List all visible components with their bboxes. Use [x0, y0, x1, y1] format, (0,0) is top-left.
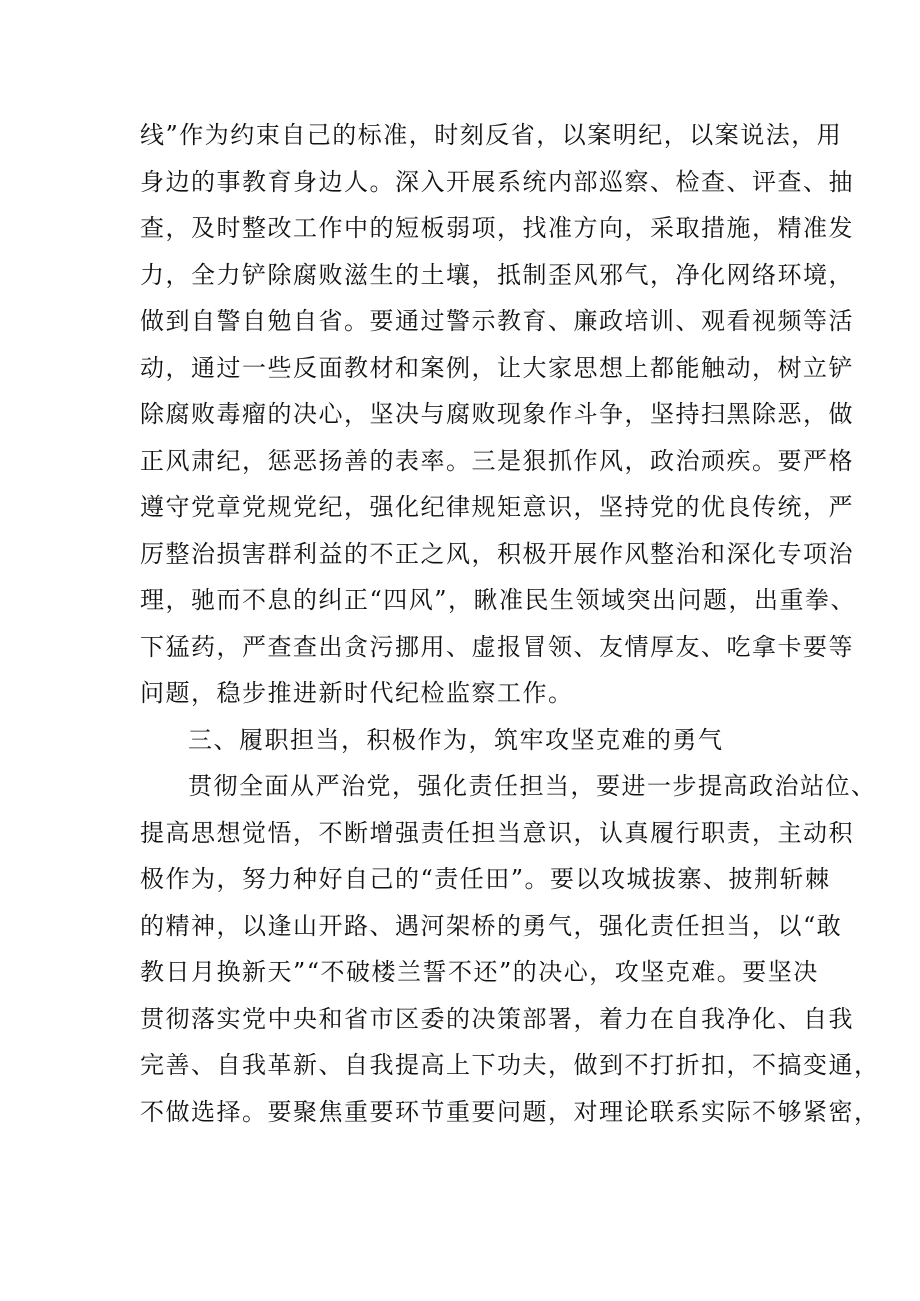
- text-line: 下猛药，严查查出贪污挪用、虚报冒领、友情厚友、吃拿卡要等: [140, 632, 854, 661]
- text-line: 查，及时整改工作中的短板弱项，找准方向，采取措施，精准发: [140, 214, 854, 242]
- paragraph-first-line: 贯彻全面从严治党，强化责任担当，要进一步提高政治站位、: [188, 772, 877, 800]
- text-line: 不做选择。要聚焦重要环节重要问题，对理论联系实际不够紧密，: [140, 1097, 880, 1126]
- text-line: 厉整治损害群利益的不正之风，积极开展作风整治和深化专项治: [140, 539, 854, 568]
- section-heading: 三、履职担当，积极作为，筑牢攻坚克难的勇气: [188, 725, 724, 754]
- text-line: 动，通过一些反面教材和案例，让大家思想上都能触动，树立铲: [140, 353, 854, 382]
- text-line: 贯彻落实党中央和省市区委的决策部署，着力在自我净化、自我: [140, 1004, 854, 1033]
- text-line: 极作为，努力种好自己的“责任田”。要以攻城拔寨、披荆斩棘: [140, 865, 831, 893]
- text-line: 线”作为约束自己的标准，时刻反省，以案明纪，以案说法，用: [140, 121, 843, 149]
- text-line: 力，全力铲除腐败滋生的土壤，抵制歪风邪气，净化网络环境，: [140, 260, 854, 289]
- text-line: 身边的事教育身边人。深入开展系统内部巡察、检查、评查、抽: [140, 167, 854, 196]
- text-line: 正风肃纪，惩恶扬善的表率。三是狠抓作风，政治顽疾。要严格: [140, 446, 854, 475]
- text-line: 提高思想觉悟，不断增强责任担当意识，认真履行职责，主动积: [140, 818, 854, 847]
- text-line: 教日月换新天”“不破楼兰誓不还”的决心，攻坚克难。要坚决: [140, 958, 819, 986]
- text-line: 做到自警自勉自省。要通过警示教育、廉政培训、观看视频等活: [140, 307, 854, 335]
- text-line: 理，驰而不息的纠正“四风”，瞅准民生领域突出问题，出重拳、: [140, 586, 857, 614]
- text-line: 问题，稳步推进新时代纪检监察工作。: [140, 679, 574, 707]
- text-line: 遵守党章党规党纪，强化纪律规矩意识，坚持党的优良传统，严: [140, 493, 854, 521]
- text-line: 完善、自我革新、自我提高上下功夫，做到不打折扣，不搞变通，: [140, 1051, 880, 1079]
- text-line: 的精神，以逢山开路、遇河架桥的勇气，强化责任担当，以“敢: [140, 911, 843, 940]
- text-line: 除腐败毒瘤的决心，坚决与腐败现象作斗争，坚持扫黑除恶，做: [140, 400, 854, 428]
